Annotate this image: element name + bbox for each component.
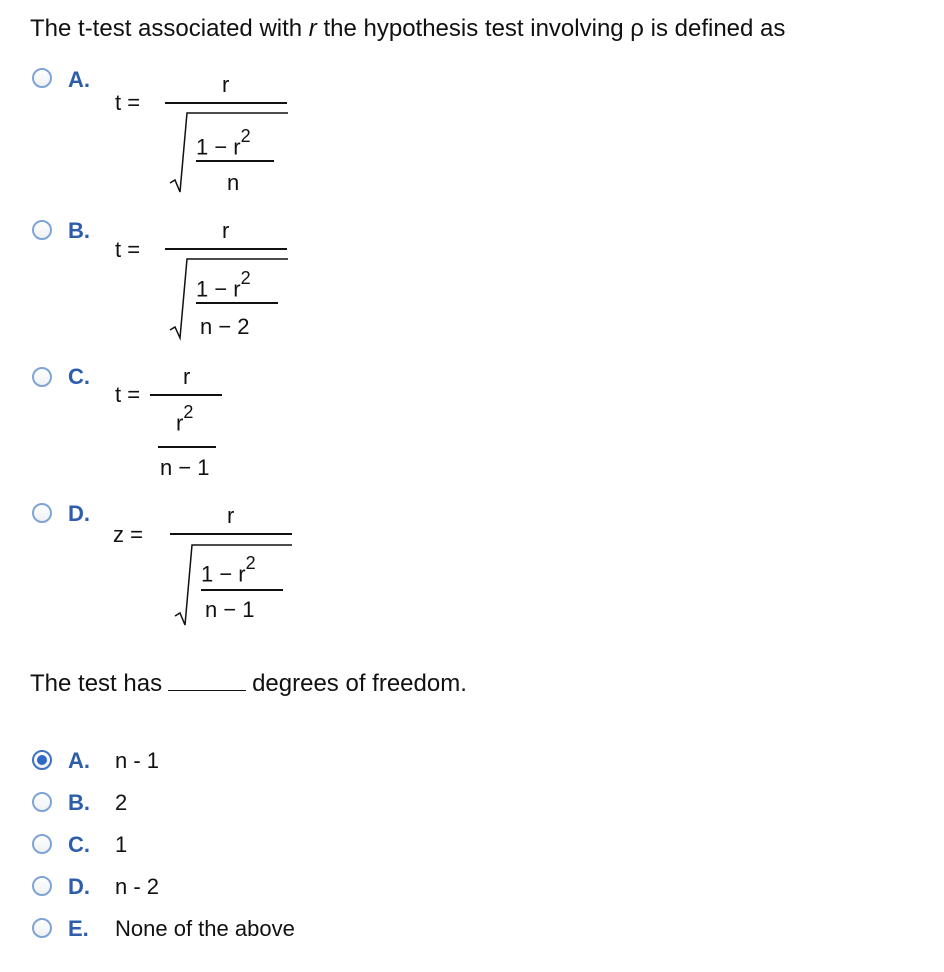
option-d-inner-numerator [201, 553, 256, 587]
answer-c-text: 1 [115, 832, 128, 857]
option-d-inner-num-text: 1 − r [201, 561, 246, 587]
prompt-before: The test has [30, 670, 163, 697]
answer-b-letter: B. [68, 790, 90, 815]
answer-d-letter: D. [68, 874, 90, 899]
option-c-inner-numerator [176, 402, 194, 436]
answer-a-text: n - 1 [115, 748, 160, 773]
question-text [30, 15, 785, 43]
option-d-inner-bar [201, 589, 283, 591]
answer-b-text: 2 [115, 790, 128, 815]
prompt-after: degrees of freedom. [252, 670, 467, 697]
option-c-lhs: t = [115, 382, 141, 407]
option-a-letter: A. [68, 67, 90, 92]
answer-blank [168, 672, 246, 691]
option-a-inner-bar [196, 160, 274, 162]
question-prefix: The t-test associated with [30, 15, 309, 42]
r-symbol: r [308, 15, 317, 42]
option-d-lhs: z = [113, 522, 143, 547]
radio-answer-c[interactable] [32, 834, 52, 854]
option-b-inner-numerator [196, 268, 251, 302]
radio-option-a[interactable] [32, 68, 52, 88]
option-d-exponent: 2 [245, 553, 256, 573]
radio-answer-e[interactable] [32, 918, 52, 938]
option-b-inner-bar [196, 302, 278, 304]
option-a-fraction-bar [165, 102, 287, 104]
option-c-inner-bar [158, 446, 216, 448]
answer-a-letter: A. [68, 748, 90, 773]
option-b-lhs: t = [115, 237, 141, 262]
question-suffix: the hypothesis test involving ρ is defined as [316, 15, 786, 42]
option-a-inner-denominator: n [227, 170, 240, 195]
option-d-fraction-bar [170, 533, 292, 535]
radio-option-c[interactable] [32, 367, 52, 387]
radio-option-b[interactable] [32, 220, 52, 240]
option-a-exponent: 2 [240, 126, 251, 146]
answer-e-letter: E. [68, 916, 89, 941]
option-b-fraction-bar [165, 248, 287, 250]
option-b-inner-num-text: 1 − r [196, 276, 241, 302]
option-d-letter: D. [68, 501, 90, 526]
option-b-inner-denominator: n − 2 [200, 314, 250, 339]
option-c-letter: C. [68, 364, 90, 389]
option-a-inner-numerator [196, 126, 251, 160]
radio-answer-a[interactable] [32, 750, 52, 770]
option-d-numerator: r [227, 503, 235, 528]
answer-e-text: None of the above [115, 916, 295, 941]
radio-answer-b[interactable] [32, 792, 52, 812]
dof-prompt [30, 670, 467, 698]
answer-c-letter: C. [68, 832, 90, 857]
option-c-exponent: 2 [183, 402, 194, 422]
radio-option-d[interactable] [32, 503, 52, 523]
option-d-inner-denominator: n − 1 [205, 597, 255, 622]
option-a-lhs: t = [115, 90, 141, 115]
radio-answer-d[interactable] [32, 876, 52, 896]
option-c-inner-denominator: n − 1 [160, 455, 210, 480]
option-b-exponent: 2 [240, 268, 251, 288]
answer-d-text: n - 2 [115, 874, 160, 899]
option-a-numerator: r [222, 72, 230, 97]
option-c-numerator: r [183, 364, 191, 389]
option-a-inner-num-text: 1 − r [196, 134, 241, 160]
option-b-letter: B. [68, 218, 90, 243]
option-b-numerator: r [222, 218, 230, 243]
option-c-inner-num-text: r [176, 410, 184, 436]
option-c-fraction-bar [150, 394, 222, 396]
